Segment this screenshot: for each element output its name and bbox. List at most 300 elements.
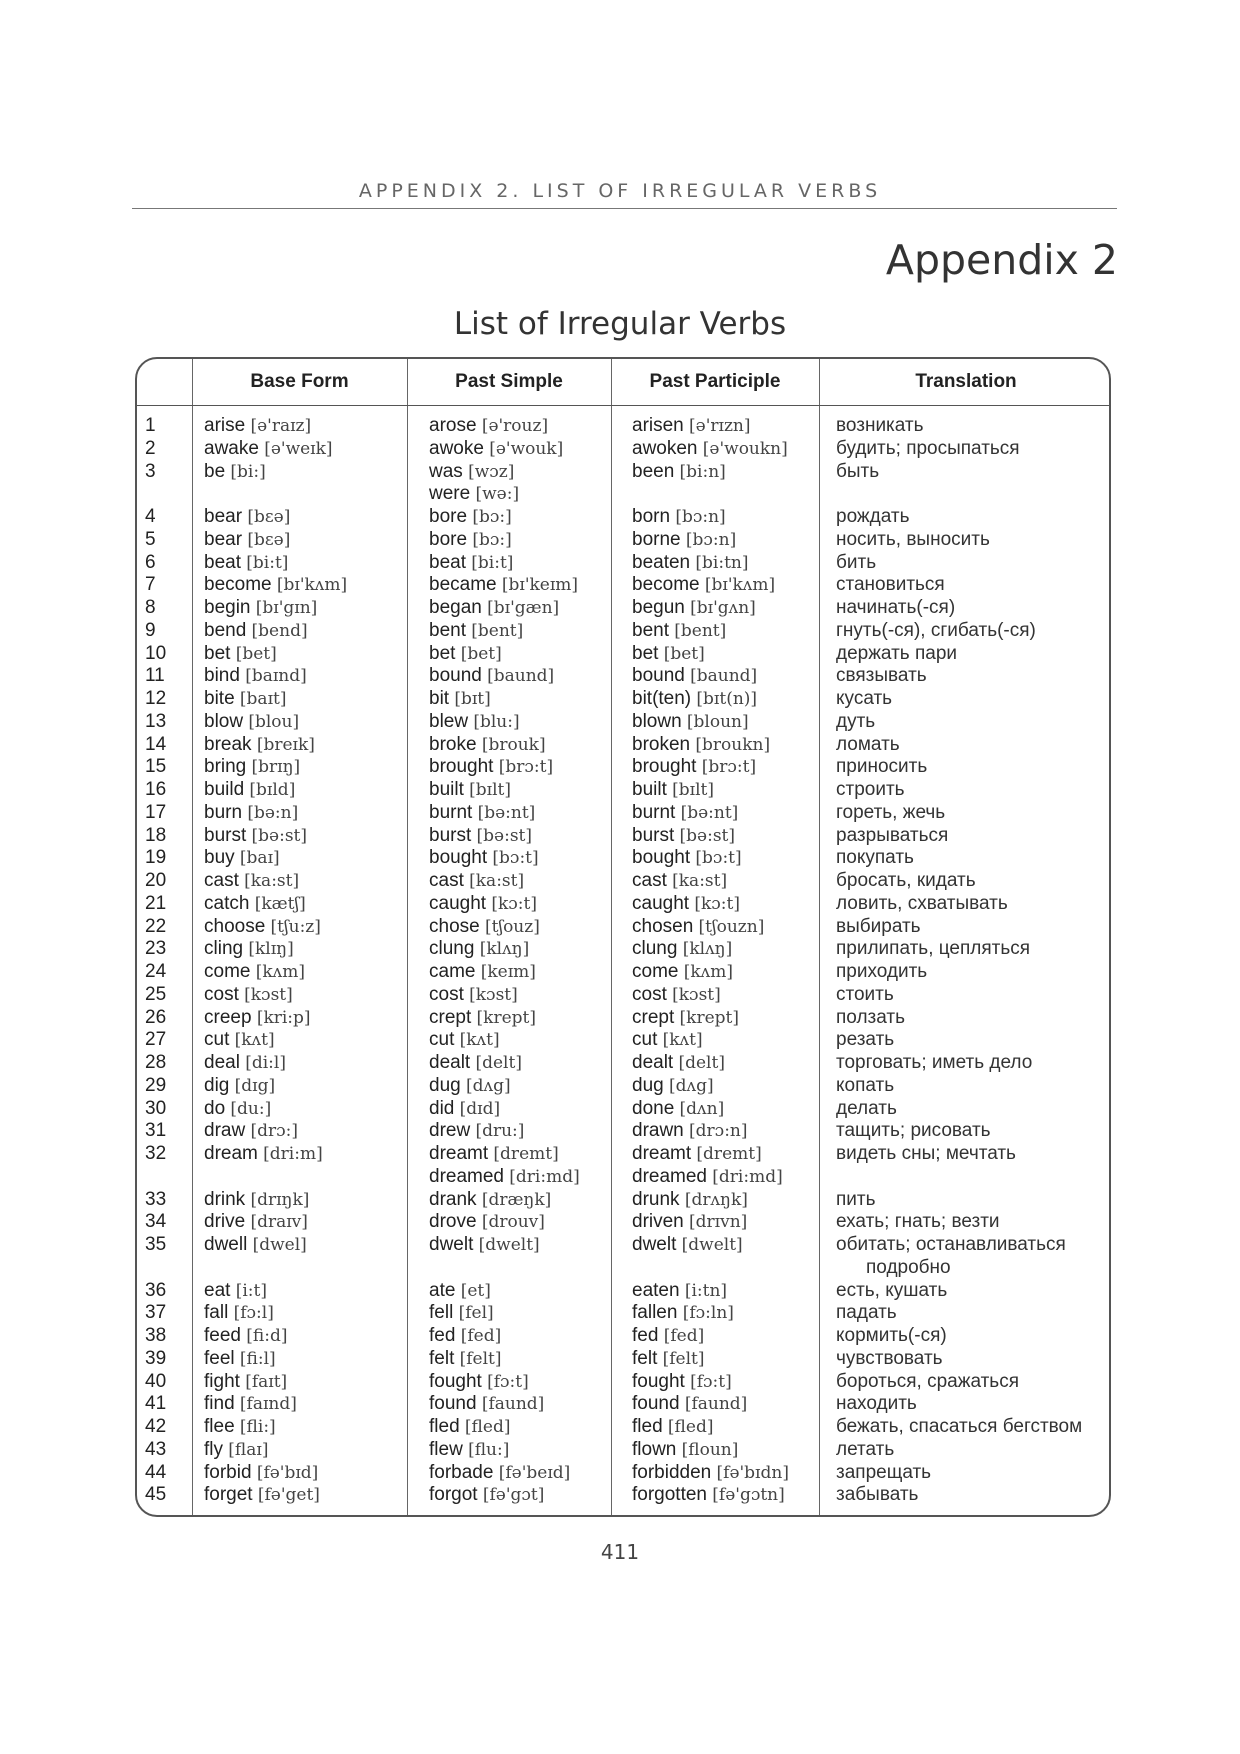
translation-cell: кусать xyxy=(836,688,893,709)
transcription: [klʌŋ] xyxy=(682,939,733,960)
verb-form: dreamed xyxy=(429,1165,510,1187)
base-form-cell xyxy=(204,438,333,461)
verb-form: burst xyxy=(632,824,680,846)
transcription: [bend] xyxy=(251,620,308,641)
row-number: 19 xyxy=(145,847,167,869)
past-participle-cell xyxy=(632,1052,725,1075)
past-simple-cell xyxy=(429,438,563,461)
transcription: [bɪt] xyxy=(454,689,491,709)
transcription: [fled] xyxy=(464,1417,511,1437)
transcription: [fɔ:ln] xyxy=(682,1303,734,1324)
translation-cell: видеть сны; мечтать xyxy=(836,1143,1016,1164)
verb-table xyxy=(135,357,1111,1517)
column-divider xyxy=(611,359,612,1515)
base-form-cell xyxy=(204,756,300,779)
verb-form: drive xyxy=(204,1211,251,1233)
transcription: [bɪ'kʌm] xyxy=(704,575,776,596)
verb-form: built xyxy=(632,779,673,800)
verb-form: cut xyxy=(429,1029,460,1051)
transcription: [wɔz] xyxy=(468,461,515,482)
past-simple-cell xyxy=(429,1484,544,1507)
translation-cell: стоить xyxy=(836,983,894,1005)
verb-form: came xyxy=(429,961,481,982)
past-simple-cell xyxy=(429,870,524,893)
translation-cell: выбирать xyxy=(836,915,921,937)
base-form-cell xyxy=(204,711,299,734)
base-form-cell xyxy=(204,461,266,484)
transcription: [drɔ:] xyxy=(250,1121,298,1142)
row-number: 2 xyxy=(145,437,156,459)
verb-form: burst xyxy=(204,824,252,846)
verb-form: bring xyxy=(204,756,252,778)
transcription: [ka:st] xyxy=(672,871,728,891)
past-participle-cell xyxy=(632,574,775,597)
verb-form: do xyxy=(204,1097,231,1119)
base-form-cell xyxy=(204,1098,271,1121)
transcription: [klʌŋ] xyxy=(479,939,530,960)
translation-cell: забывать xyxy=(836,1484,919,1506)
verb-form: arose xyxy=(429,415,482,436)
column-divider xyxy=(407,359,408,1515)
transcription: [ə'rɪzn] xyxy=(689,416,751,436)
verb-form: forget xyxy=(204,1484,258,1506)
verb-form: forbid xyxy=(204,1461,257,1483)
verb-form: dig xyxy=(204,1074,235,1096)
transcription: [fə'beɪd] xyxy=(498,1462,571,1483)
transcription: [kɔ:t] xyxy=(491,893,537,914)
transcription: [dri:md] xyxy=(509,1166,580,1187)
transcription: [fɔ:t] xyxy=(690,1371,732,1392)
verb-form: dwelt xyxy=(429,1234,479,1255)
past-simple-cell xyxy=(429,597,559,620)
transcription: [dwel] xyxy=(252,1235,307,1255)
past-simple-cell xyxy=(429,665,554,688)
base-form-cell xyxy=(204,961,305,984)
transcription: [bloun] xyxy=(686,711,749,732)
verb-form: caught xyxy=(429,892,492,914)
transcription: [bɪlt] xyxy=(469,780,511,800)
base-form-cell xyxy=(204,1120,298,1143)
base-form-cell xyxy=(204,916,321,939)
transcription: [blou] xyxy=(248,711,300,732)
transcription: [dremt] xyxy=(696,1144,762,1164)
verb-form: cost xyxy=(632,983,673,1005)
past-participle-cell xyxy=(632,665,757,688)
base-form-cell xyxy=(204,574,347,597)
translation-cell: чувствовать xyxy=(836,1347,943,1369)
transcription: [wə:] xyxy=(475,484,520,505)
verb-form: dealt xyxy=(429,1052,476,1073)
base-form-cell xyxy=(204,529,290,552)
transcription: [dʌg] xyxy=(465,1075,511,1096)
base-form-cell xyxy=(204,1075,275,1098)
verb-form: arisen xyxy=(632,415,690,436)
past-participle-cell xyxy=(632,938,732,961)
past-participle-cell xyxy=(632,825,735,848)
verb-form: bend xyxy=(204,619,252,641)
row-number: 42 xyxy=(145,1416,167,1437)
verb-form: were xyxy=(429,483,476,505)
translation-cell: копать xyxy=(836,1074,895,1096)
verb-form: fled xyxy=(429,1416,465,1437)
verb-form: arise xyxy=(204,415,251,436)
verb-form: awake xyxy=(204,437,265,459)
verb-form: bore xyxy=(429,506,473,527)
transcription: [i:t] xyxy=(235,1280,267,1301)
row-number: 34 xyxy=(145,1211,167,1233)
past-simple-cell xyxy=(429,893,537,916)
past-simple-cell xyxy=(429,1189,551,1212)
transcription: [kɔst] xyxy=(469,984,518,1005)
past-participle-cell xyxy=(632,1416,713,1439)
translation-cell: ломать xyxy=(836,733,900,755)
translation-cell: строить xyxy=(836,779,905,800)
row-number: 8 xyxy=(145,597,156,618)
verb-form: drawn xyxy=(632,1120,690,1142)
transcription: [fi:l] xyxy=(239,1348,276,1369)
transcription: [bɔ:] xyxy=(472,529,512,550)
past-participle-cell xyxy=(632,438,788,461)
row-number: 9 xyxy=(145,619,156,641)
verb-form: dreamt xyxy=(429,1143,494,1164)
row-number: 21 xyxy=(145,892,167,914)
past-participle-cell xyxy=(632,1462,789,1485)
verb-form: dreamed xyxy=(632,1165,713,1187)
verb-form: break xyxy=(204,733,257,755)
translation-cell: ловить, схватывать xyxy=(836,892,1008,914)
past-participle-cell xyxy=(632,1211,747,1234)
row-number: 32 xyxy=(145,1143,167,1164)
base-form-cell xyxy=(204,665,307,688)
verb-form: beaten xyxy=(632,551,696,573)
translation-cell: торговать; иметь дело xyxy=(836,1052,1033,1073)
base-form-cell xyxy=(204,688,286,711)
past-participle-cell xyxy=(632,552,749,575)
verb-form: fled xyxy=(632,1416,668,1437)
base-form-cell xyxy=(204,1007,311,1030)
verb-form: clung xyxy=(429,938,480,960)
transcription: [dremt] xyxy=(493,1144,559,1164)
translation-cell: рождать xyxy=(836,506,910,527)
past-simple-cell xyxy=(429,461,519,507)
transcription: [bi:t] xyxy=(246,552,289,573)
transcription: [dri:m] xyxy=(263,1144,323,1164)
verb-form: deal xyxy=(204,1052,246,1073)
verb-form: chosen xyxy=(632,915,699,937)
past-participle-cell xyxy=(632,1007,739,1030)
transcription: [delt] xyxy=(475,1053,522,1073)
verb-form: became xyxy=(429,574,502,596)
row-number: 14 xyxy=(145,733,167,755)
translation-cell: разрываться xyxy=(836,824,949,846)
past-participle-cell xyxy=(632,1075,714,1098)
past-simple-cell xyxy=(429,1029,500,1052)
verb-form: fall xyxy=(204,1302,234,1324)
transcription: [kɔst] xyxy=(672,984,721,1005)
past-simple-cell xyxy=(429,506,512,529)
translation-cell: приходить xyxy=(836,961,928,982)
transcription: [bɔ:t] xyxy=(492,848,539,869)
verb-form: find xyxy=(204,1393,240,1415)
transcription: [bɔ:n] xyxy=(685,529,737,550)
translation-cell: ползать xyxy=(836,1006,905,1028)
base-form-cell xyxy=(204,1302,274,1325)
base-form-cell xyxy=(204,1484,320,1507)
verb-form: dream xyxy=(204,1143,264,1164)
verb-form: bent xyxy=(429,619,472,641)
transcription: [fled] xyxy=(667,1417,714,1437)
verb-form: bite xyxy=(204,688,240,709)
verb-form: fallen xyxy=(632,1302,683,1324)
transcription: [fɔ:l] xyxy=(233,1303,274,1324)
past-simple-cell xyxy=(429,1120,524,1143)
translation-cell: ехать; гнать; везти xyxy=(836,1211,1000,1233)
translation-cell: пить xyxy=(836,1188,876,1210)
transcription: [fə'bɪd] xyxy=(256,1462,319,1483)
header-rule xyxy=(137,405,1109,406)
base-form-cell xyxy=(204,1439,268,1462)
past-simple-cell xyxy=(429,415,548,438)
transcription: [fel] xyxy=(458,1303,494,1324)
verb-form: bought xyxy=(429,847,493,869)
transcription: [dʌn] xyxy=(679,1098,725,1119)
transcription: [flaɪ] xyxy=(228,1439,269,1460)
past-participle-cell xyxy=(632,1280,727,1303)
translation-cell: становиться xyxy=(836,574,945,596)
translation-cell: бить xyxy=(836,551,877,573)
verb-form: awoken xyxy=(632,437,703,459)
verb-form: cast xyxy=(204,870,245,891)
verb-form: drunk xyxy=(632,1188,685,1210)
base-form-cell xyxy=(204,506,290,529)
row-number: 7 xyxy=(145,574,156,596)
verb-form: drink xyxy=(204,1188,251,1210)
transcription: [bɔ:] xyxy=(472,507,512,527)
past-participle-cell xyxy=(632,1029,703,1052)
verb-form: ate xyxy=(429,1279,461,1301)
verb-form: bore xyxy=(429,528,473,550)
verb-form: broke xyxy=(429,733,482,755)
row-number: 3 xyxy=(145,460,156,482)
verb-form: bind xyxy=(204,665,246,687)
verb-form: blown xyxy=(632,710,687,732)
transcription: [bə:nt] xyxy=(680,802,739,823)
past-simple-cell xyxy=(429,1052,522,1075)
transcription: [tʃu:z] xyxy=(270,916,321,937)
past-participle-cell xyxy=(632,711,749,734)
base-form-cell xyxy=(204,1371,287,1394)
translation-cell: будить; просыпаться xyxy=(836,437,1020,459)
transcription: [baɪ] xyxy=(239,848,280,869)
row-number: 11 xyxy=(145,665,165,687)
verb-form: fought xyxy=(632,1370,691,1392)
verb-form: found xyxy=(429,1393,482,1415)
transcription: [fə'gɔtn] xyxy=(712,1485,785,1506)
transcription: [drɪŋk] xyxy=(250,1189,310,1210)
transcription: [ə'rouz] xyxy=(481,416,549,436)
column-divider xyxy=(819,359,820,1515)
transcription: [brɔ:t] xyxy=(498,757,554,778)
base-form-cell xyxy=(204,1029,275,1052)
transcription: [bi:tn] xyxy=(695,552,749,573)
transcription: [drɔ:n] xyxy=(689,1121,748,1142)
verb-form: bet xyxy=(632,642,664,664)
transcription: [ə'raɪz] xyxy=(250,416,312,436)
running-head: APPENDIX 2. LIST OF IRREGULAR VERBS xyxy=(358,180,882,202)
past-participle-cell xyxy=(632,1189,748,1212)
past-simple-cell xyxy=(429,938,529,961)
verb-form: blow xyxy=(204,710,249,732)
verb-form: forbidden xyxy=(632,1461,717,1483)
verb-form: clung xyxy=(632,938,683,960)
verb-form: dug xyxy=(632,1074,669,1096)
transcription: [bɛə] xyxy=(247,507,291,527)
transcription: [fi:d] xyxy=(246,1326,288,1346)
translation-cell: бороться, сражаться xyxy=(836,1370,1019,1392)
row-number: 33 xyxy=(145,1188,167,1210)
row-number: 16 xyxy=(145,779,167,800)
base-form-cell xyxy=(204,1393,297,1416)
past-simple-cell xyxy=(429,1348,502,1371)
past-participle-cell xyxy=(632,1302,734,1325)
past-simple-cell xyxy=(429,1302,494,1325)
translation-cell: дуть xyxy=(836,710,876,732)
translation-cell: делать xyxy=(836,1097,897,1119)
transcription: [i:tn] xyxy=(684,1280,728,1301)
translation-cell: начинать(-ся) xyxy=(836,597,956,618)
row-number: 44 xyxy=(145,1461,167,1483)
past-participle-cell xyxy=(632,734,770,757)
verb-form: borne xyxy=(632,528,686,550)
row-number: 41 xyxy=(145,1393,167,1415)
transcription: [dɪg] xyxy=(234,1075,276,1096)
transcription: [bent] xyxy=(471,620,524,641)
verb-form: forgotten xyxy=(632,1484,713,1506)
verb-form: drank xyxy=(429,1188,482,1210)
transcription: [bɔ:n] xyxy=(675,507,726,527)
transcription: [krept] xyxy=(679,1007,739,1028)
past-participle-cell xyxy=(632,802,738,825)
translation-cell: быть xyxy=(836,460,880,482)
verb-form: fed xyxy=(429,1325,461,1346)
verb-form: buy xyxy=(204,847,240,869)
verb-form: creep xyxy=(204,1006,257,1028)
translation-cell: приносить xyxy=(836,756,928,778)
row-number: 17 xyxy=(145,801,167,823)
past-simple-cell xyxy=(429,756,553,779)
base-form-cell xyxy=(204,1325,287,1348)
verb-form: come xyxy=(632,961,684,982)
transcription: [faund] xyxy=(481,1394,545,1415)
past-participle-cell xyxy=(632,1439,738,1462)
past-participle-cell xyxy=(632,1143,783,1189)
base-form-cell xyxy=(204,1348,276,1371)
verb-form: draw xyxy=(204,1120,251,1142)
past-simple-cell xyxy=(429,984,518,1007)
transcription: [bɪt(n)] xyxy=(696,689,758,709)
transcription: [dru:] xyxy=(475,1121,525,1142)
transcription: [kʌm] xyxy=(255,962,306,982)
transcription: [bɪlt] xyxy=(672,780,714,800)
verb-form: was xyxy=(429,460,469,482)
verb-form: burnt xyxy=(632,801,681,823)
past-simple-cell xyxy=(429,825,532,848)
transcription: [blu:] xyxy=(473,711,520,732)
transcription: [bɪ'gɪn] xyxy=(255,598,318,618)
past-simple-cell xyxy=(429,688,491,711)
translation-cell: летать xyxy=(836,1438,895,1460)
base-form-cell xyxy=(204,1189,309,1212)
base-form-cell xyxy=(204,1234,307,1257)
verb-form: found xyxy=(632,1393,685,1415)
past-simple-cell xyxy=(429,1007,536,1030)
base-form-cell xyxy=(204,802,298,825)
row-number: 12 xyxy=(145,688,167,709)
past-simple-cell xyxy=(429,643,502,666)
verb-form: forbade xyxy=(429,1461,499,1483)
transcription: [fed] xyxy=(663,1326,705,1346)
base-form-cell xyxy=(204,620,308,643)
verb-form: brought xyxy=(632,756,702,778)
verb-form: bit xyxy=(429,688,455,709)
row-number: 27 xyxy=(145,1029,167,1051)
verb-form: bear xyxy=(204,528,248,550)
transcription: [dɪd] xyxy=(459,1098,501,1119)
verb-form: drove xyxy=(429,1211,482,1233)
base-form-cell xyxy=(204,734,315,757)
row-number: 36 xyxy=(145,1279,167,1301)
verb-form: felt xyxy=(429,1347,460,1369)
past-simple-cell xyxy=(429,1211,545,1234)
verb-form: choose xyxy=(204,915,271,937)
past-participle-cell xyxy=(632,961,733,984)
past-simple-cell xyxy=(429,1234,540,1257)
past-participle-cell xyxy=(632,1348,705,1371)
past-simple-cell xyxy=(429,1393,544,1416)
past-simple-cell xyxy=(429,916,540,939)
translation-cell: держать пари xyxy=(836,642,957,664)
transcription: [kri:p] xyxy=(256,1007,311,1028)
past-participle-cell xyxy=(632,1234,743,1257)
verb-form: bit(ten) xyxy=(632,688,697,709)
transcription: [dri:md] xyxy=(712,1166,783,1187)
transcription: [bɪld] xyxy=(249,780,296,800)
transcription: [bɛə] xyxy=(247,529,291,550)
translation-cell: прилипать, цепляться xyxy=(836,938,1031,960)
transcription: [drouv] xyxy=(481,1212,545,1233)
header-base-form: Base Form xyxy=(250,371,349,392)
past-participle-cell xyxy=(632,1484,785,1507)
verb-form: flown xyxy=(632,1438,682,1460)
past-participle-cell xyxy=(632,1098,724,1121)
row-number: 4 xyxy=(145,506,156,527)
verb-form: bought xyxy=(632,847,696,869)
row-number: 39 xyxy=(145,1347,167,1369)
verb-form: cost xyxy=(429,983,470,1005)
transcription: [ə'weɪk] xyxy=(264,438,333,459)
verb-form: cling xyxy=(204,938,249,960)
verb-form: fought xyxy=(429,1370,488,1392)
verb-form: blew xyxy=(429,710,474,732)
verb-form: driven xyxy=(632,1211,690,1233)
transcription: [bi:] xyxy=(230,461,266,482)
verb-form: burn xyxy=(204,801,248,823)
transcription: [dræŋk] xyxy=(481,1189,552,1210)
past-participle-cell xyxy=(632,893,740,916)
translation-cell: кормить(-ся) xyxy=(836,1325,947,1346)
verb-form: done xyxy=(632,1097,680,1119)
base-form-cell xyxy=(204,984,293,1007)
